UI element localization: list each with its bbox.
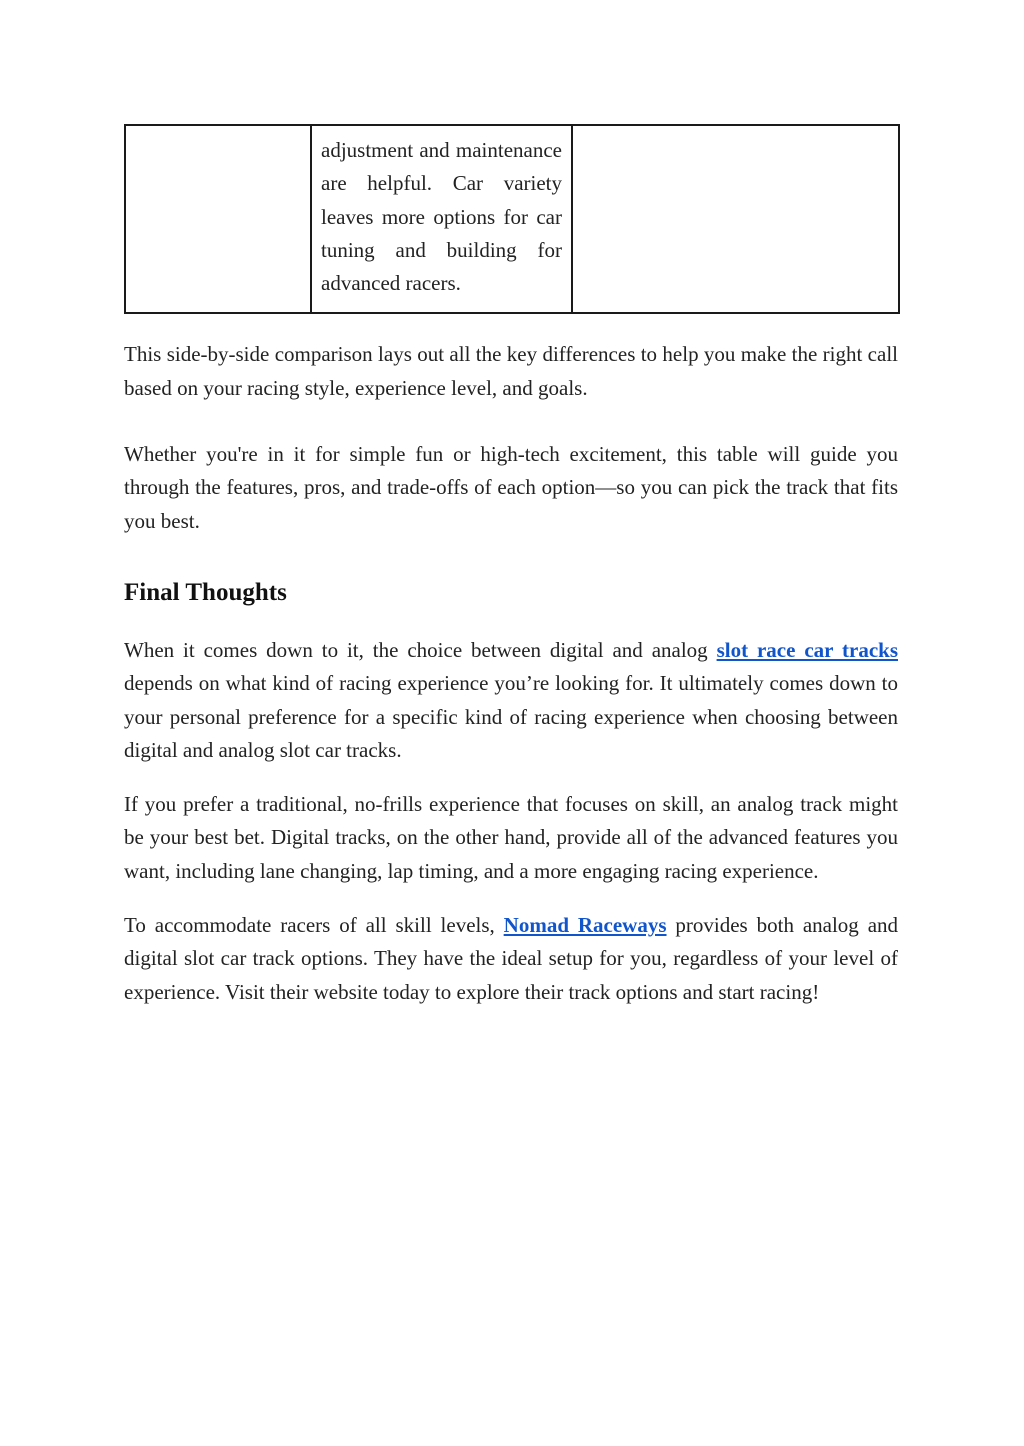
paragraph-guide: Whether you're in it for simple fun or high-tech excitement, this table will guide you through the features, pros, and trade-offs of each option—so you can pick the track that fits you best.: [124, 442, 898, 533]
table-cell-description: adjustment and maintenance are helpful. Car variety leaves more options for car tuning and building for advanced racers.: [311, 125, 572, 313]
paragraph-text: depends on what kind of racing experience you’re looking for. It ultimately comes down to your personal preference for a specific kind of racing experience when choosing between digital and analog slot car tracks.: [124, 671, 898, 762]
paragraph-text: To accommodate racers of all skill levels,: [124, 913, 504, 938]
paragraph-analog-vs-digital: If you prefer a traditional, no-frills experience that focuses on skill, an analog track might be your best bet. Digital tracks, on the other hand, provide all of the advanced features you want, including lane changing, lap timing, and a more engaging racing experience.: [124, 792, 898, 883]
comparison-table: [124, 124, 900, 314]
slot-race-car-tracks-link[interactable]: slot race car tracks: [716, 637, 898, 662]
nomad-raceways-link[interactable]: Nomad Raceways: [503, 913, 667, 938]
paragraph-text: When it comes down to it, the choice between digital and analog: [124, 637, 717, 662]
document-page: [124, 124, 898, 1009]
section-heading-final-thoughts: Final Thoughts: [124, 578, 287, 606]
table-cell-extra: [572, 125, 899, 313]
table-row: [125, 125, 899, 313]
paragraph-nomad-raceways: [124, 909, 898, 1009]
paragraph-choice: [124, 634, 898, 767]
paragraph-text: provides both analog and digital slot car track options. They have the ideal setup for you, regardless of your level of experience. Visit their website today to explore their track options and start racing!: [124, 913, 899, 1004]
table-cell-feature: [125, 125, 311, 313]
paragraph-comparison-summary: This side-by-side comparison lays out all the key differences to help you make the right call based on your racing style, experience level, and goals.: [124, 342, 898, 400]
